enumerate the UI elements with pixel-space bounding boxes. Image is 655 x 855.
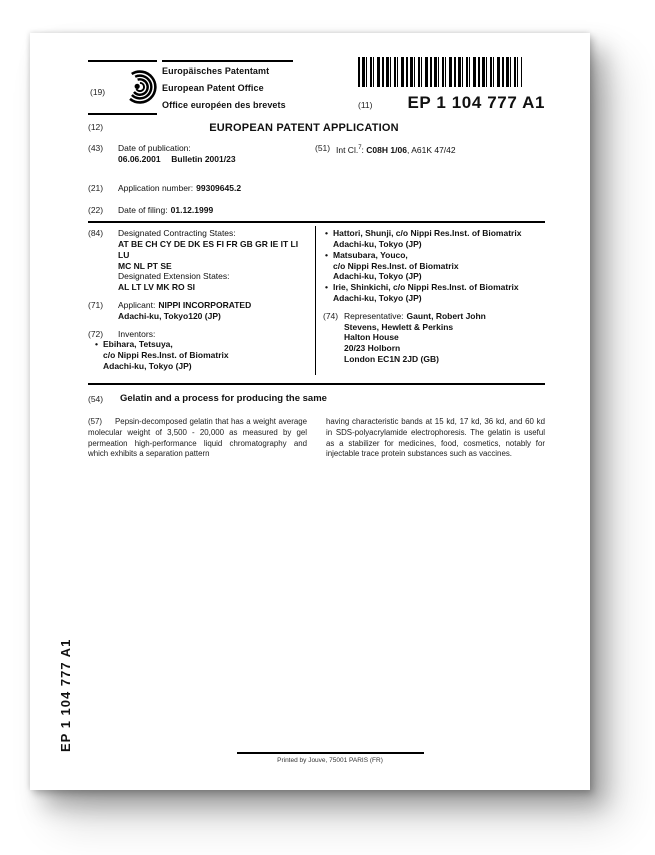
page-content (30, 33, 590, 460)
page-footer (30, 752, 590, 764)
publication-date-label: Date of publication: (118, 143, 191, 153)
column-divider (315, 226, 316, 375)
inventor-affiliation: c/o Nippi Res.Inst. of Biomatrix (103, 350, 229, 361)
field-51-code: (51) (315, 143, 331, 153)
representative-address-line: 20/23 Holborn (344, 343, 401, 354)
field-11-code: (11) (358, 100, 373, 110)
representative-label: Representative: (344, 310, 404, 321)
inventor-name: Matsubara, Youco, (333, 249, 408, 260)
barcode-icon (358, 57, 522, 87)
application-number-label: Application number: (118, 182, 194, 193)
applicant-name: NIPPI INCORPORATED (158, 299, 252, 310)
field-12-code: (12) (88, 122, 104, 132)
document-type-title: EUROPEAN PATENT APPLICATION (209, 122, 399, 134)
inventor-item (88, 339, 301, 350)
inventor-item (323, 228, 545, 239)
bulletin-number: Bulletin 2001/23 (171, 153, 236, 164)
field-71-code: (71) (88, 299, 104, 310)
printed-by-notice: Printed by Jouve, 75001 PARIS (FR) (277, 756, 383, 764)
applicant-label: Applicant: (118, 299, 156, 310)
representative-block (323, 311, 545, 365)
parties-section (88, 223, 545, 378)
inventors-block (88, 329, 301, 372)
abstract-section (88, 417, 545, 461)
bullet-icon: • (95, 339, 98, 350)
field-22-code: (22) (88, 205, 104, 216)
sidebar-publication-number: EP 1 104 777 A1 (58, 638, 73, 752)
invention-title-row (88, 393, 545, 404)
field-19-code: (19) (90, 87, 106, 97)
publication-number: EP 1 104 777 A1 (407, 93, 545, 112)
biblio-top-section (88, 143, 545, 165)
office-names (162, 63, 286, 114)
extension-states: AL LT LV MK RO SI (118, 282, 195, 293)
inventor-name: Irie, Shinkichi, c/o Nippi Res.Inst. of Biomatrix (333, 282, 519, 293)
field-21-code: (21) (88, 182, 104, 193)
designated-states-line1: AT BE CH CY DE DK ES FI FR GB GR IE IT LI LU (118, 238, 299, 260)
applicant-address: Adachi-ku, Tokyo120 (JP) (118, 310, 221, 321)
publication-date-block (88, 143, 315, 165)
bullet-icon: • (325, 282, 328, 293)
int-cl-colon: : (361, 144, 364, 155)
epo-logo-icon (118, 64, 157, 110)
filing-date-label: Date of filing: (118, 205, 168, 216)
inventor-name: Ebihara, Tetsuya, (103, 339, 173, 350)
int-cl-primary: C08H 1/06 (366, 144, 407, 155)
inventor-address: Adachi-ku, Tokyo (JP) (333, 238, 422, 249)
parties-left-column (88, 228, 315, 372)
inventor-address: Adachi-ku, Tokyo (JP) (333, 292, 422, 303)
publication-number-row (358, 93, 545, 113)
field-74-code: (74) (323, 310, 339, 321)
int-cl-superscript: 7 (358, 145, 362, 151)
designated-states-block (88, 228, 301, 293)
abstract-column-2 (326, 417, 545, 461)
inventor-item (323, 250, 545, 261)
designated-states-label: Designated Contracting States: (118, 228, 236, 239)
application-number: 99309645.2 (196, 182, 242, 193)
int-classification-block (315, 143, 545, 165)
representative-address-line: London EC1N 2JD (GB) (344, 353, 439, 364)
bullet-icon: • (325, 249, 328, 260)
applicant-block (88, 300, 301, 322)
abstract-text-2: having characteristic bands at 15 kd, 17 kd, 36 kd, and 60 kd in SDS-polyacrylamide electrophoresis. The gelatin is useful as a stabilizer for medicines, food, cosmetics, notably for injectable trace protein substances such as vaccines. (326, 416, 545, 459)
filing-date-row (88, 205, 545, 216)
field-43-code: (43) (88, 143, 104, 153)
masthead (88, 57, 545, 119)
inventors-label: Inventors: (118, 328, 156, 339)
bullet-icon: • (325, 228, 328, 239)
inventor-address: Adachi-ku, Tokyo (JP) (333, 271, 422, 282)
field-54-code: (54) (88, 393, 104, 404)
abstract-text-1: Pepsin-decomposed gelatin that has a weight average molecular weight of 3,500 - 20,000 as measured by gel permeation high-performance liquid chromatography and which exhibits a separation pattern (88, 416, 307, 459)
inventor-affiliation: c/o Nippi Res.Inst. of Biomatrix (333, 260, 459, 271)
representative-address-line: Halton House (344, 332, 399, 343)
parties-right-column (315, 228, 545, 372)
int-cl-label: Int Cl. (336, 144, 359, 155)
office-name-de: Europäisches Patentamt (162, 66, 270, 76)
field-57-code: (57) (88, 416, 103, 426)
divider-rule-bottom (88, 383, 545, 385)
field-72-code: (72) (88, 328, 104, 339)
inventor-item (323, 282, 545, 293)
inventor-address: Adachi-ku, Tokyo (JP) (103, 360, 192, 371)
extension-states-label: Designated Extension States: (118, 271, 230, 282)
inventor-name: Hattori, Shunji, c/o Nippi Res.Inst. of Biomatrix (333, 228, 522, 239)
office-name-fr: Office européen des brevets (162, 100, 286, 110)
masthead-rule-top-left (88, 60, 157, 62)
filing-date: 01.12.1999 (170, 205, 214, 216)
office-name-en: European Patent Office (162, 83, 264, 93)
footer-rule (237, 752, 424, 754)
int-cl-line (336, 143, 456, 156)
designated-states-line2: MC NL PT SE (118, 260, 172, 271)
inventors-continued-block (323, 228, 545, 304)
document-type-row (88, 122, 545, 134)
field-84-code: (84) (88, 228, 104, 239)
invention-title: Gelatin and a process for producing the same (120, 392, 327, 404)
representative-firm: Stevens, Hewlett & Perkins (344, 321, 454, 332)
masthead-rule-bottom (88, 113, 157, 115)
representative-name: Gaunt, Robert John (406, 310, 486, 321)
publication-date: 06.06.2001 (118, 153, 161, 164)
masthead-rule-top-right (162, 60, 293, 62)
patent-document-page (30, 33, 590, 790)
application-number-row (88, 183, 545, 194)
abstract-column-1 (88, 417, 307, 461)
int-cl-secondary: , A61K 47/42 (406, 144, 456, 155)
